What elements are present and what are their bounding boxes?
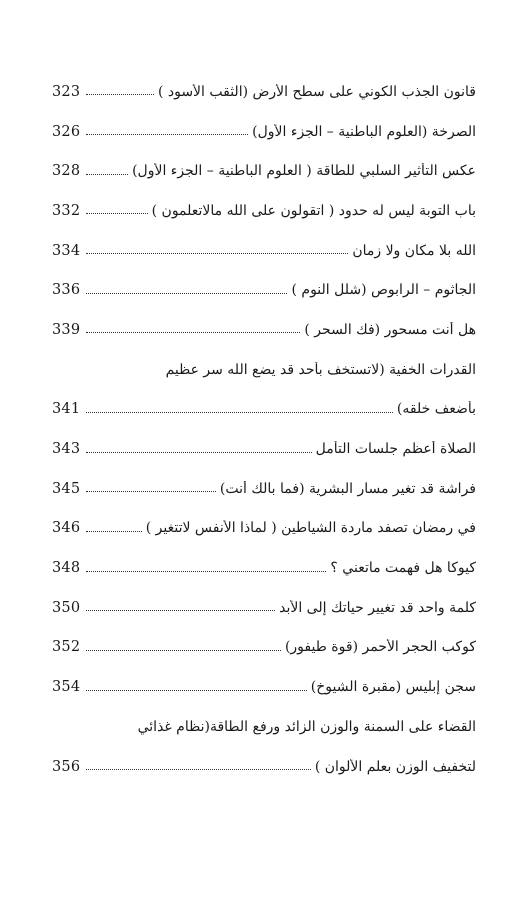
toc-leader-dots: [86, 452, 311, 453]
toc-entry[interactable]: [52, 628, 476, 668]
toc-entry[interactable]: [52, 231, 476, 271]
toc-entry[interactable]: [52, 72, 476, 112]
toc-entry[interactable]: [52, 588, 476, 628]
toc-page-number: 334: [52, 242, 81, 259]
toc-entry-title: الله بلا مكان ولا زمان: [352, 242, 476, 259]
toc-page-number: 323: [52, 83, 81, 100]
toc-page-number: 332: [52, 202, 81, 219]
toc-entry[interactable]: [52, 667, 476, 707]
toc-entry-title: الصلاة أعظم جلسات التأمل: [315, 441, 476, 458]
toc-page-number: 339: [52, 321, 81, 338]
toc-entry-title: فراشة قد تغير مسار البشرية (فما بالك أنت): [219, 480, 476, 497]
toc-page-number: 336: [52, 282, 81, 299]
toc-entry-continued[interactable]: [52, 707, 476, 747]
toc-page-number: 341: [52, 401, 81, 418]
toc-leader-dots: [86, 531, 141, 532]
toc-entry-title: القضاء على السمنة والوزن الزائد ورفع الطاقة(نظام غذائي: [137, 718, 476, 735]
toc-entry[interactable]: [52, 191, 476, 231]
toc-page-number: 326: [52, 123, 81, 140]
toc-leader-dots: [86, 571, 326, 572]
toc-leader-dots: [86, 293, 287, 294]
toc-leader-dots: [86, 769, 311, 770]
toc-entry-title: كلمة واحد قد تغيير حياتك إلى الأبد: [279, 599, 476, 616]
toc-entry-title: الجاثوم – الرابوص (شلل النوم ): [291, 282, 476, 299]
toc-entry-title: عكس التأثير السلبي للطاقة ( العلوم الباطنية – الجزء الأول): [132, 163, 476, 180]
toc-entry[interactable]: [52, 469, 476, 509]
toc-page-number: 352: [52, 639, 81, 656]
toc-page-number: 354: [52, 679, 81, 696]
table-of-contents: [52, 72, 476, 786]
toc-leader-dots: [86, 134, 248, 135]
toc-entry-title: كيوكا هل فهمت ماتعني ؟: [330, 560, 476, 577]
toc-entry[interactable]: [52, 548, 476, 588]
toc-entry-title: بأضعف خلقه): [396, 401, 476, 418]
toc-leader-dots: [86, 491, 216, 492]
toc-leader-dots: [86, 610, 275, 611]
toc-leader-dots: [86, 213, 147, 214]
toc-page-number: 345: [52, 480, 81, 497]
toc-entry-title: القدرات الخفية (لاتستخف بأحد قد يضع الله سر عظيم: [165, 361, 476, 378]
toc-page-number: 328: [52, 163, 81, 180]
toc-entry[interactable]: [52, 270, 476, 310]
toc-page-number: 346: [52, 520, 81, 537]
toc-entry[interactable]: [52, 151, 476, 191]
toc-entry-title: الصرخة (العلوم الباطنية – الجزء الأول): [252, 123, 476, 140]
toc-entry-title: قانون الجذب الكوني على سطح الأرض (الثقب الأسود ): [157, 83, 476, 100]
toc-leader-dots: [86, 690, 307, 691]
toc-entry-title: هل أنت مسحور (فك السحر ): [304, 321, 476, 338]
toc-entry[interactable]: [52, 310, 476, 350]
toc-leader-dots: [86, 174, 128, 175]
toc-entry-title: كوكب الحجر الأحمر (قوة طيفور): [284, 639, 476, 656]
toc-entry-continued[interactable]: [52, 350, 476, 390]
toc-page-number: 348: [52, 560, 81, 577]
toc-leader-dots: [86, 412, 393, 413]
toc-page-number: 356: [52, 758, 81, 775]
toc-leader-dots: [86, 650, 281, 651]
toc-entry[interactable]: [52, 509, 476, 549]
toc-entry-title: لتخفيف الوزن بعلم الألوان ): [314, 758, 476, 775]
toc-page-number: 343: [52, 441, 81, 458]
toc-entry-title: باب التوبة ليس له حدود ( اتقولون على الله مالاتعلمون ): [151, 202, 476, 219]
toc-entry-title: سجن إبليس (مقبرة الشيوخ): [310, 679, 476, 696]
toc-entry-title: في رمضان تصفد ماردة الشياطين ( لماذا الأنفس لاتتغير ): [145, 520, 476, 537]
toc-page-number: 350: [52, 599, 81, 616]
toc-leader-dots: [86, 94, 154, 95]
toc-entry[interactable]: [52, 747, 476, 787]
toc-entry[interactable]: [52, 390, 476, 430]
toc-entry[interactable]: [52, 429, 476, 469]
toc-leader-dots: [86, 253, 348, 254]
toc-entry[interactable]: [52, 112, 476, 152]
toc-leader-dots: [86, 332, 300, 333]
